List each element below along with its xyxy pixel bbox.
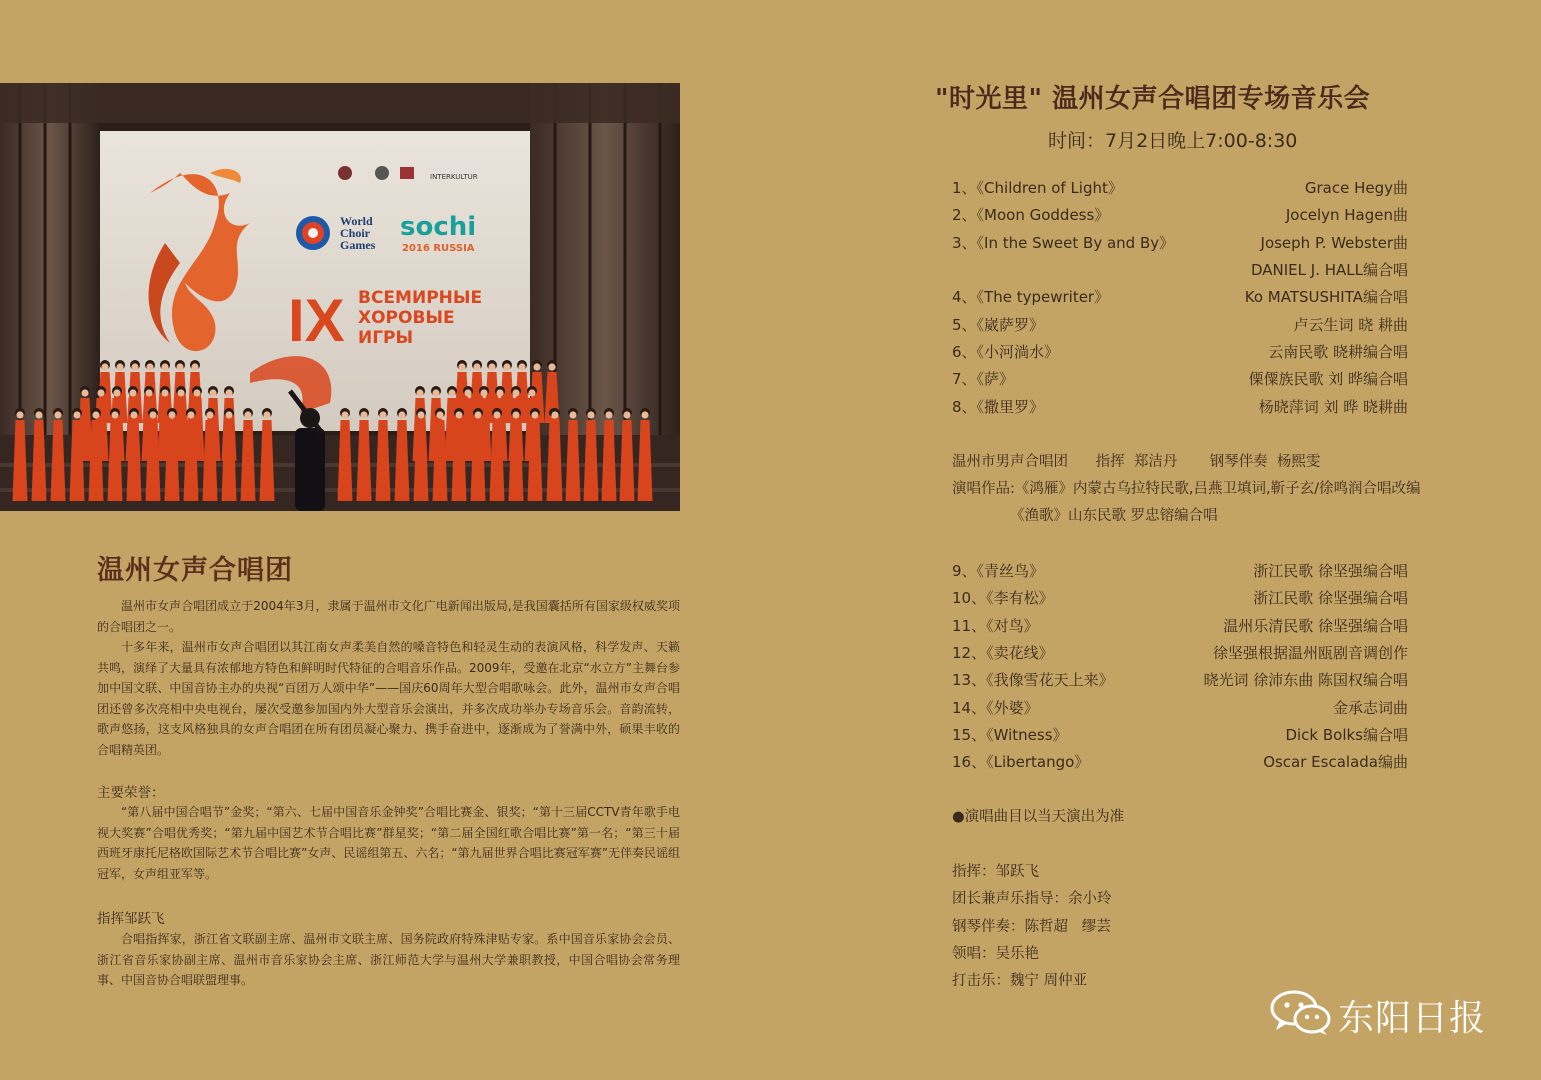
program-item — [952, 258, 1408, 282]
program-item — [952, 696, 1408, 720]
staff-line: 团长兼声乐指导：余小玲 — [952, 891, 1112, 907]
program-item — [952, 641, 1408, 665]
program-item-title: 13、《我像雪花天上来》 — [952, 671, 1114, 689]
intro-paragraph-1: 温州市女声合唱团成立于2004年3月，隶属于温州市文化广电新闻出版局,是我国囊括所有国家级权威奖项的合唱团之一。 — [97, 599, 680, 634]
program-item — [952, 668, 1408, 692]
honors-heading: 主要荣誉： — [97, 785, 165, 801]
choir-title: 温州女声合唱团 — [97, 555, 293, 586]
program-item-title: 4、《The typewriter》 — [952, 288, 1110, 306]
concert-time: 时间：7月2日晚上7:00-8:30 — [1048, 130, 1298, 152]
program-item — [952, 559, 1408, 583]
program-item-title: 2、《Moon Goddess》 — [952, 206, 1110, 224]
program-item — [952, 340, 1408, 364]
program-item-credit: 徐坚强根据温州瓯剧音调创作 — [1212, 644, 1408, 662]
program-item-credit: 晓光词 徐沛东曲 陈国权编合唱 — [1203, 671, 1408, 689]
program-item-credit: 傈僳族民歌 刘 晔编合唱 — [1248, 370, 1408, 388]
program-item-credit: 温州乐清民歌 徐坚强编合唱 — [1223, 617, 1408, 635]
wcg-emblem — [296, 216, 330, 250]
staff-line: 钢琴伴奏：陈哲超 缪芸 — [952, 919, 1111, 935]
program-item-credit: Dick Bolks编合唱 — [1285, 726, 1408, 744]
program-item-credit: 金承志词曲 — [1332, 699, 1408, 717]
program-item — [952, 750, 1408, 774]
program-item-credit: 浙江民歌 徐坚强编合唱 — [1253, 589, 1408, 607]
program-item — [952, 614, 1408, 638]
program-item — [952, 203, 1408, 227]
russian-line1: ВСЕМИРНЫЕ — [358, 288, 483, 308]
program-item-title: 9、《青丝鸟》 — [952, 562, 1045, 580]
program-item-credit: 卢云生词 晓 耕曲 — [1293, 316, 1408, 334]
program-item — [952, 723, 1408, 747]
russian-line2: ХОРОВЫЕ — [358, 308, 455, 328]
program-item-credit: DANIEL J. HALL编合唱 — [1250, 261, 1408, 279]
program-note: ●演唱曲目以当天演出为准 — [952, 809, 1125, 825]
program-item — [952, 176, 1408, 200]
program-item-title: 6、《小河淌水》 — [952, 343, 1060, 361]
wcg-line3: Games — [340, 238, 376, 252]
program-item-title: 5、《崴萨罗》 — [952, 316, 1045, 334]
program-item-credit: Jocelyn Hagen曲 — [1285, 206, 1408, 224]
program-item-title: 16、《Libertango》 — [952, 753, 1090, 771]
program-item — [952, 586, 1408, 610]
guest-choir-line: 温州市男声合唱团 指挥 郑洁丹 钢琴伴奏 杨熙雯 — [952, 454, 1321, 470]
program-item — [952, 367, 1408, 391]
program-item — [952, 231, 1408, 255]
program-item-credit: Oscar Escalada编曲 — [1263, 753, 1408, 771]
guest-works-line: 演唱作品:《鸿雁》内蒙古乌拉特民歌,吕燕卫填词,靳子玄/徐鸣润合唱改编 — [952, 481, 1421, 497]
year-label: 2016 RUSSIA — [402, 243, 475, 254]
intro-paragraph-2: 十多年来，温州市女声合唱团以其江南女声柔美自然的嗓音特色和轻灵生动的表演风格，科学发声、天籁共鸣，演绎了大量具有浓郁地方特色和鲜明时代特征的合唱音乐作品。2009年，受邀在北京“水立方”主舞台参加中国文联、中国音协主办的央视“百团万人颂中华”——国庆60周年大型合唱歌咏会。此外，温州市女声合唱团还曾多次亮相中央电视台，屡次受邀参加国内外大型音乐会演出，并多次成功举办专场音乐会。音韵流转，歌声悠扬，这支风格独具的女声合唱团在所有团员凝心聚力、携手奋进中，逐渐成为了誉满中外，硕果丰收的合唱精英团。 — [97, 640, 680, 757]
conductor-paragraph: 合唱指挥家，浙江省文联副主席、温州市文联主席、国务院政府特殊津贴专家。系中国音乐家协会会员、浙江省音乐家协副主席、温州市音乐家协会主席、浙江师范大学与温州大学兼职教授，中国合唱协会常务理事、中国音协合唱联盟理事。 — [97, 932, 680, 987]
watermark-text: 东阳日报 — [1338, 998, 1487, 1039]
guest-works-line-2: 《渔歌》山东民歌 罗忠镕编合唱 — [1010, 508, 1218, 524]
honors-paragraph: “第八届中国合唱节”金奖；“第六、七届中国音乐金钟奖”合唱比赛金、银奖；“第十三届CCTV青年歌手电视大奖赛”合唱优秀奖；“第九届中国艺术节合唱比赛”群星奖；“第二届全国红歌合唱比赛”第一名；“第三十届西班牙康托尼格欧国际艺术节合唱比赛”女声、民谣组第五、六名；“第九届世界合唱比赛冠军赛”无伴奏民谣组冠军，女声组亚军等。 — [97, 805, 680, 881]
program-item-title: 10、《李有松》 — [952, 589, 1054, 607]
program-item-title: 15、《Witness》 — [952, 726, 1068, 744]
program-item-credit: 杨晓萍词 刘 晔 晓耕曲 — [1258, 398, 1408, 416]
interkultur-label: INTERKULTUR — [430, 173, 478, 181]
program-item — [952, 285, 1408, 309]
program-item — [952, 313, 1408, 337]
program-item-title: 11、《对鸟》 — [952, 617, 1039, 635]
wcg-line2: Choir — [340, 226, 370, 240]
program-item-credit: Joseph P. Webster曲 — [1260, 234, 1408, 252]
program-item-title: 8、《撒里罗》 — [952, 398, 1045, 416]
program-item-credit: 浙江民歌 徐坚强编合唱 — [1253, 562, 1408, 580]
program-item — [952, 395, 1408, 419]
wcg-line1: World — [340, 214, 373, 228]
staff-line: 指挥：邹跃飞 — [952, 864, 1039, 880]
concert-title: "时光里" 温州女声合唱团专场音乐会 — [935, 84, 1371, 114]
sochi-label: sochi — [400, 212, 477, 242]
program-item-title: 14、《外婆》 — [952, 699, 1039, 717]
wechat-icon — [1270, 990, 1332, 1036]
program-item-title: 12、《卖花线》 — [952, 644, 1054, 662]
program-item-credit: Ko MATSUSHITA编合唱 — [1244, 288, 1408, 306]
program-item-title: 7、《萨》 — [952, 370, 1015, 388]
concert-photo — [0, 83, 680, 511]
staff-line: 打击乐：魏宁 周仲亚 — [952, 973, 1088, 989]
staff-line: 领唱：吴乐艳 — [952, 946, 1039, 962]
choir-stage-image — [0, 83, 680, 511]
program-item-credit: 云南民歌 晓耕编合唱 — [1268, 343, 1408, 361]
program-item-credit: Grace Hegy曲 — [1304, 179, 1408, 197]
numeral-ix: IX — [288, 287, 345, 354]
russian-line3: ИГРЫ — [358, 328, 414, 348]
program-item-title: 1、《Children of Light》 — [952, 179, 1123, 197]
watermark-logo — [1270, 988, 1500, 1038]
conductor-heading: 指挥邹跃飞 — [97, 911, 165, 927]
program-item-title: 3、《In the Sweet By and By》 — [952, 234, 1175, 252]
